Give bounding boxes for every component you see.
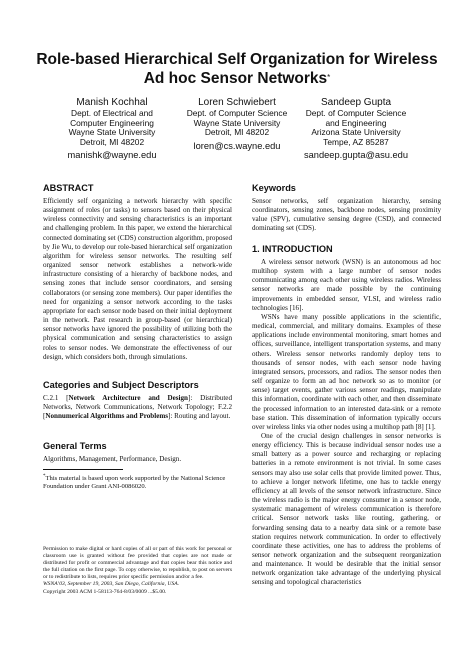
author-name: Sandeep Gupta <box>320 97 392 108</box>
abstract-heading: ABSTRACT <box>43 183 94 193</box>
author-affiliation-line: Tempe, AZ 85287 <box>323 136 389 147</box>
categories-section <box>43 380 232 421</box>
author-email: sandeep.gupta@asu.edu <box>303 150 409 161</box>
paper-title <box>0 50 474 88</box>
intro-paragraph: One of the crucial design challenges in sensor networks is energy efficiency. This is because individual sensor nodes use a small battery as a power source and recharging or replacing batteries in a remote environment is not trivial. In some cases sensors may also use solar cells that provide limited power. Thus, to achieve a longer network lifetime, one has to tackle energy efficiency at all levels of the sensor network infrastructure. Since the wireless radio is the major energy consumer in a sensor node, systematic management of wireless communication is therefore critical. Sensor network tasks like routing, gathering, or forwarding sensing data to a nearby data sink or a remote base station requires network communication. In order to effectively coordinate these activities, one has to address the problems of sensor network organization and the subsequent reorganization and maintenance. It would be desirable that the initial sensor network organization take advantage of the underlying physical sensing and topological characteristics <box>252 431 441 587</box>
copyright-line: Copyright 2003 ACM 1-58113-764-8/03/0009 ...$5.00. <box>43 588 167 595</box>
author-email: loren@cs.wayne.edu <box>193 140 281 151</box>
author-affiliation-line: and Engineering <box>325 117 387 128</box>
categories-heading: Categories and Subject Descriptors <box>43 380 199 390</box>
title-line-1: Role-based Hierarchical Self Organization for Wireless <box>36 51 438 68</box>
title-footnote-marker: * <box>327 73 331 82</box>
footnote <box>43 473 232 491</box>
author-affiliation-line: Wayne State University <box>193 117 281 128</box>
author-affiliation-line: Detroit, MI 48202 <box>79 136 145 147</box>
abstract-text: Efficiently self organizing a network hierarchy with specific assignment of roles (or tasks) to sensors based on their physical wireless connectivity and sensing characteristics is an important and challenging problem. In this paper, we extend the hierarchical connected dominating set (CDS) construction algorithm, proposed by Jie Wu, to develop our role-based hierarchical self organization algorithm for wireless sensor networks. The resulting self organized sensor network establishes a network-wide infrastructure consisting of a hierarchy of backbone nodes, and sensing zones that include sensor coordinators, and sensing collaborators (or sensing zone members). Our paper identifies the need for organizing a sensor network according to the tasks appropriate for each sensor node based on their initial deployment in the network. Past research in group-based (or hierarchical) sensor networks have ignored the possibility of utilizing both the physical communication and sensing characteristics to assign roles to sensor nodes. We demonstrate the effectiveness of our design, which considers both, through simulations. <box>43 197 232 361</box>
intro-paragraph: A wireless sensor network (WSN) is an autonomous ad hoc multihop system with a large number of sensor nodes communicating among each other using wireless radios. Wireless sensor networks are made possible by the continuing improvements in embedded sensor, VLSI, and wireless radio technologies [16]. <box>252 258 441 312</box>
footnote-rule <box>43 469 123 470</box>
author-name: Manish Kochhal <box>76 97 148 108</box>
footnote-text: This material is based upon work supported by the National Science Foundation under Grant ANI-0086020. <box>43 475 226 491</box>
author-affiliation-line: Dept. of Electrical and <box>71 108 153 118</box>
introduction-heading: 1. INTRODUCTION <box>252 244 333 254</box>
permission-block <box>43 546 232 596</box>
author-name: Loren Schwiebert <box>198 97 276 108</box>
category-bold-term: Network Architecture and Design <box>68 394 188 402</box>
author-affiliation-line: Computer Engineering <box>70 117 154 128</box>
permission-text: Permission to make digital or hard copies of all or part of this work for personal or classroom use is granted without fee provided that copies are not made or distributed for profit or commercial advantage and that copies bear this notice and the full citation on the first page. To copy otherwise, to republish, to post on servers or to redistribute to lists, requires prior specific permission and/or a fee. <box>43 546 232 581</box>
author-affiliation-line: Dept. of Computer Science <box>305 108 407 118</box>
author-affiliation-line: Wayne State University <box>68 127 156 138</box>
keywords-heading: Keywords <box>252 183 296 193</box>
venue-line: WSNA’03, September 19, 2003, San Diego, California, USA. <box>43 581 180 588</box>
footnote-marker: * <box>43 474 46 479</box>
keywords-text: Sensor networks, self organization hierarchy, sensing coordinators, sensing zones, backbone nodes, sensing proximity value (SPV), cumulative sensing degree (CSD), and connected dominating set (CDS). <box>252 197 441 233</box>
general-terms-text: Algorithms, Management, Performance, Design. <box>43 455 182 463</box>
intro-paragraph: WSNs have many possible applications in the scientific, medical, commercial, and military domains. Examples of these applications include environmental monitoring, smart homes and offices, surveillance, intelligent transportation systems, and many others. Wireless sensor networks randomly deploy tens to thousands of sensor nodes, with each sensor node having integrated sensors, processors, and radios. The sensor nodes then self organize to form an ad hoc network so as to monitor (or sense) target events, gather various sensor readings, manipulate this information, coordinate with each other, and then disseminate the processed information to an interested data-sink or a remote base station. This dissemination of information typically occurs over wireless links via other nodes using a multihop path [8] [1]. <box>252 312 441 431</box>
general-terms-heading: General Terms <box>43 441 107 451</box>
general-terms-section <box>43 441 232 464</box>
title-line-2: Ad hoc Sensor Networks <box>143 70 328 87</box>
author-affiliation-line: Arizona State University <box>311 127 401 138</box>
keywords-section <box>252 183 441 234</box>
author-1 <box>50 97 174 161</box>
category-bold-term: Nonnumerical Algorithms and Problems <box>45 412 169 421</box>
categories-text: C.2.1 [Network Architecture and Design]: Distributed Networks, Network Communications, Network Topology; F.2.2 [Nonnumerical Algorithms and Problems]: Routing and layout. <box>43 394 232 421</box>
author-affiliation-line: Dept. of Computer Science <box>186 108 288 118</box>
introduction-section <box>252 244 441 588</box>
author-email: manishk@wayne.edu <box>67 150 157 161</box>
author-3 <box>294 97 418 161</box>
author-affiliation-line: Detroit, MI 48202 <box>204 127 270 138</box>
abstract-section <box>43 183 232 362</box>
author-2 <box>175 97 299 152</box>
